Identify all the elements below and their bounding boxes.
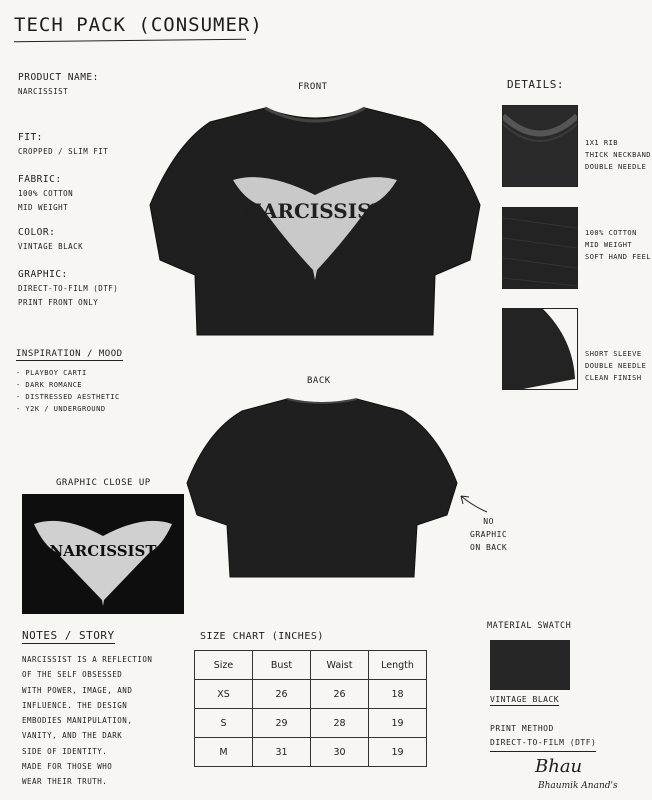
notes-line: INFLUENCE. THE DESIGN — [22, 700, 128, 710]
graphic-line1: DIRECT-TO-FILM (DTF) — [18, 284, 119, 293]
back-tshirt — [182, 395, 462, 580]
table-cell: 26 — [311, 680, 369, 709]
notes-line: WITH POWER, IMAGE, AND — [22, 685, 133, 695]
detail-fabric-image — [502, 207, 578, 289]
graphic-line2: PRINT FRONT ONLY — [18, 298, 99, 307]
product-value: NARCISSIST — [18, 87, 69, 96]
table-header-row — [195, 651, 427, 680]
back-note-line: GRAPHIC — [470, 530, 508, 539]
table-cell: 26 — [253, 680, 311, 709]
fabric-spec — [18, 172, 73, 215]
back-note — [470, 515, 507, 554]
table-cell: 18 — [369, 680, 427, 709]
color-spec — [18, 225, 83, 254]
mood-section — [16, 341, 123, 415]
detail-line: DOUBLE NEEDLE — [585, 163, 647, 171]
material-swatch — [490, 640, 570, 690]
closeup-label: GRAPHIC CLOSE UP — [56, 478, 151, 488]
back-label: BACK — [307, 376, 331, 386]
notes-line: WEAR THEIR TRUTH. — [22, 777, 108, 787]
print-method — [490, 722, 596, 752]
table-cell: 30 — [311, 738, 369, 767]
notes-line: NARCISSIST IS A REFLECTION — [22, 655, 153, 664]
graphic-label: GRAPHIC: — [18, 269, 68, 280]
mood-item: - PLAYBOY CARTI — [16, 369, 87, 377]
table-cell: 31 — [253, 738, 311, 767]
mood-title: INSPIRATION / MOOD — [16, 349, 123, 359]
detail-line: THICK NECKBAND — [585, 151, 652, 159]
details-title: DETAILS: — [507, 78, 564, 91]
detail-line: SHORT SLEEVE — [585, 350, 642, 358]
notes-line: VANITY, AND THE DARK — [22, 731, 123, 741]
table-cell: M — [195, 738, 253, 767]
fabric-line2: MID WEIGHT — [18, 203, 69, 212]
table-cell: S — [195, 709, 253, 738]
fabric-label: FABRIC: — [18, 174, 62, 185]
fit-label: FIT: — [18, 132, 43, 143]
detail-line: MID WEIGHT — [585, 241, 633, 249]
notes-line: MADE FOR THOSE WHO — [22, 762, 113, 772]
closeup-graphic-text: NARCISSIST — [49, 542, 157, 560]
detail-line: CLEAN FINISH — [585, 374, 642, 382]
table-cell: 29 — [253, 709, 311, 738]
print-method-value: DIRECT-TO-FILM (DTF) — [490, 736, 596, 752]
table-header: Bust — [253, 651, 311, 680]
detail-text — [585, 348, 646, 384]
title-underline — [14, 39, 246, 42]
table-header: Waist — [311, 651, 369, 680]
table-row — [195, 738, 427, 767]
table-row — [195, 709, 427, 738]
table-cell: XS — [195, 680, 253, 709]
detail-neckband-image — [502, 105, 578, 187]
table-cell: 19 — [369, 738, 427, 767]
mood-item: - DARK ROMANCE — [16, 381, 83, 389]
fabric-line1: 100% COTTON — [18, 189, 74, 198]
page-title: TECH PACK (CONSUMER) — [14, 14, 263, 36]
notes-section — [22, 624, 152, 790]
fit-spec — [18, 130, 108, 159]
swatch-title: MATERIAL SWATCH — [487, 621, 572, 631]
detail-line: DOUBLE NEEDLE — [585, 362, 647, 370]
color-label: COLOR: — [18, 227, 56, 238]
mood-item: - Y2K / UNDERGROUND — [16, 405, 106, 413]
mood-item: - DISTRESSED AESTHETIC — [16, 393, 120, 401]
notes-line: EMBODIES MANIPULATION, — [22, 716, 133, 726]
signature-script: Bhau — [535, 756, 583, 777]
table-header: Length — [369, 651, 427, 680]
front-tshirt — [145, 100, 485, 340]
detail-line: 100% COTTON — [585, 229, 637, 237]
detail-text — [585, 137, 651, 173]
table-header: Size — [195, 651, 253, 680]
fit-value: CROPPED / SLIM FIT — [18, 147, 109, 156]
product-spec — [18, 70, 99, 99]
notes-title: NOTES / STORY — [22, 629, 115, 642]
product-label: PRODUCT NAME: — [18, 72, 99, 83]
table-row — [195, 680, 427, 709]
arrow-icon — [455, 490, 495, 518]
back-note-line: ON BACK — [470, 543, 508, 552]
signature-name: Bhaumik Anand's — [538, 781, 618, 791]
table-cell: 28 — [311, 709, 369, 738]
back-note-line: NO — [483, 517, 494, 526]
front-graphic-text: NARCISSIST — [243, 199, 387, 223]
detail-line: SOFT HAND FEEL — [585, 253, 652, 261]
size-chart-title: SIZE CHART (INCHES) — [200, 631, 324, 642]
swatch-label: VINTAGE BLACK — [490, 695, 560, 704]
size-chart-table — [194, 650, 427, 767]
table-cell: 19 — [369, 709, 427, 738]
graphic-spec — [18, 267, 118, 310]
graphic-closeup — [22, 494, 184, 614]
detail-text — [585, 227, 651, 263]
detail-sleeve-image — [502, 308, 578, 390]
notes-line: OF THE SELF OBSESSED — [22, 670, 123, 680]
color-value: VINTAGE BLACK — [18, 242, 84, 251]
detail-line: 1X1 RIB — [585, 139, 619, 147]
front-label: FRONT — [298, 82, 328, 92]
print-method-label: PRINT METHOD — [490, 724, 554, 733]
notes-line: SIDE OF IDENTITY. — [22, 746, 108, 756]
